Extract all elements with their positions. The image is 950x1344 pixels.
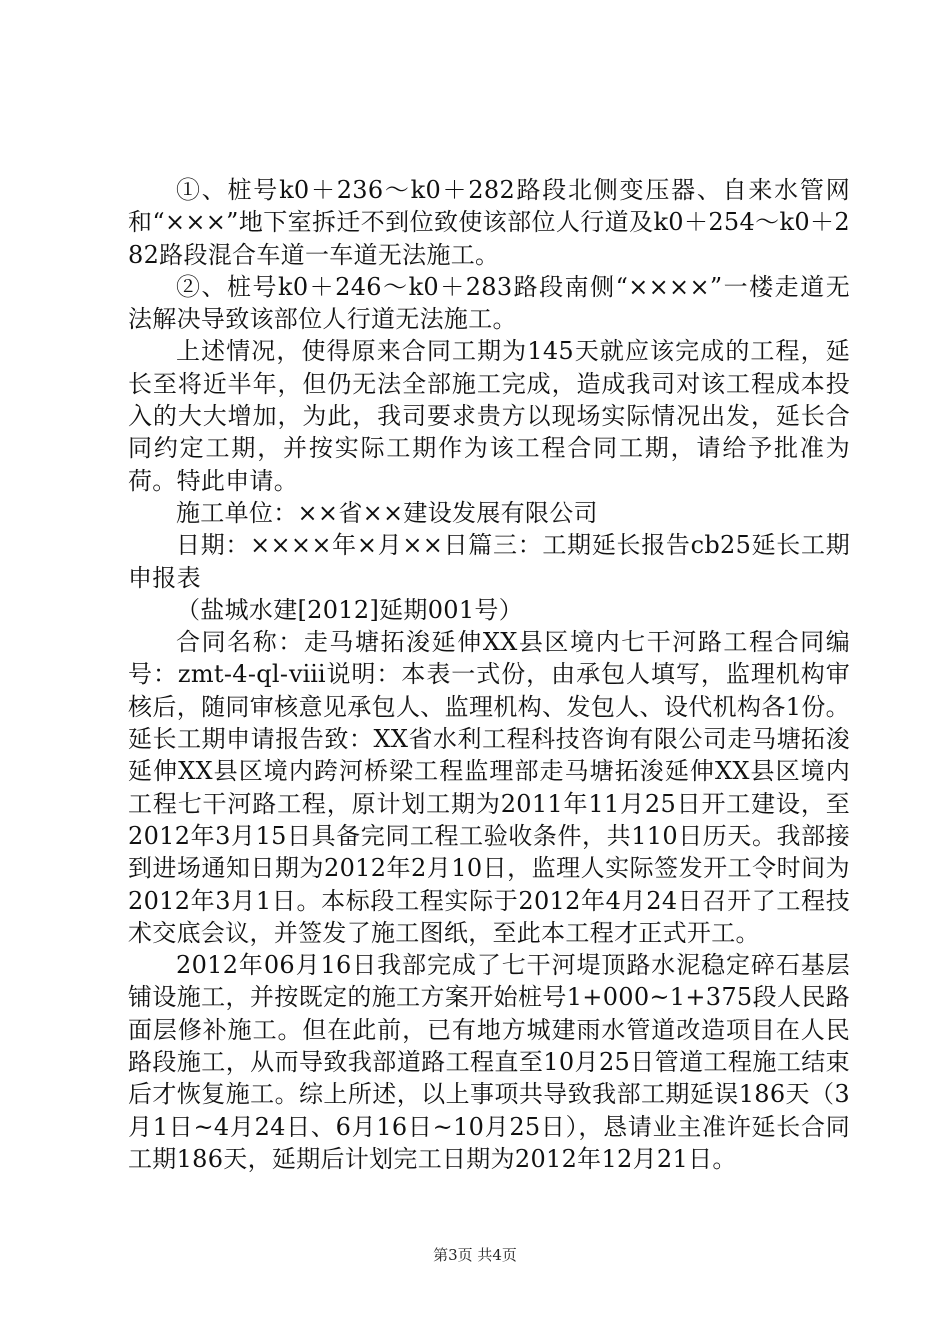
paragraph-8: 2012年06月16日我部完成了七干河堤顶路水泥稳定碎石基层铺设施工，并按既定的施工方案开始桩号1+000~1+375段人民路面层修补施工。但在此前，已有地方城建雨水管道改造项目在人民路段施工，从而导致我部道路工程直至10月25日管道工程施工结束后才恢复施工。综上所述，以上事项共导致我部工期延误186天（3月1日~4月24日、6月16日~10月25日），恳请业主准许延长合同工期186天，延期后计划完工日期为2012年12月21日。 <box>128 951 850 1173</box>
paragraph-3: 上述情况，使得原来合同工期为145天就应该完成的工程，延长至将近半年，但仍无法全部施工完成，造成我司对该工程成本投入的大大增加，为此，我司要求贵方以现场实际情况出发，延长合同约定工期，并按实际工期作为该工程合同工期，请给予批准为荷。特此申请。 <box>128 337 850 495</box>
paragraph-6: （盐城水建[2012]延期001号） <box>176 595 524 624</box>
document-body <box>128 174 850 1175</box>
paragraph-7: 合同名称：走马塘拓浚延伸XX县区境内七干河路工程合同编号：zmt-4-ql-ⅷ说明：本表一式份，由承包人填写，监理机构审核后，随同审核意见承包人、监理机构、发包人、设代机构各1份。延长工期申请报告致：XX省水利工程科技咨询有限公司走马塘拓浚延伸XX县区境内跨河桥梁工程监理部走马塘拓浚延伸XX县区境内工程七干河路工程，原计划工期为2011年11月25日开工建设，至2012年3月15日具备完同工程工验收条件，共110日历天。我部接到进场通知日期为2012年2月10日，监理人实际签发开工令时间为2012年3月1日。本标段工程实际于2012年4月24日召开了工程技术交底会议，并签发了施工图纸，至此本工程才正式开工。 <box>128 628 850 947</box>
page-number-footer: 第3页 共4页 <box>433 1246 517 1264</box>
paragraph-1: ①、桩号k0＋236～k0＋282路段北侧变压器、自来水管网和“×××”地下室拆迁不到位致使该部位人行道及k0＋254～k0＋282路段混合车道一车道无法施工。 <box>128 176 850 269</box>
paragraph-5: 日期：××××年×月××日篇三：工期延长报告cb25延长工期申报表 <box>128 531 850 592</box>
paragraph-2: ②、桩号k0＋246～k0＋283路段南侧“××××”一楼走道无法解决导致该部位人行道无法施工。 <box>128 272 850 334</box>
paragraph-4: 施工单位：××省××建设发展有限公司 <box>176 498 598 527</box>
